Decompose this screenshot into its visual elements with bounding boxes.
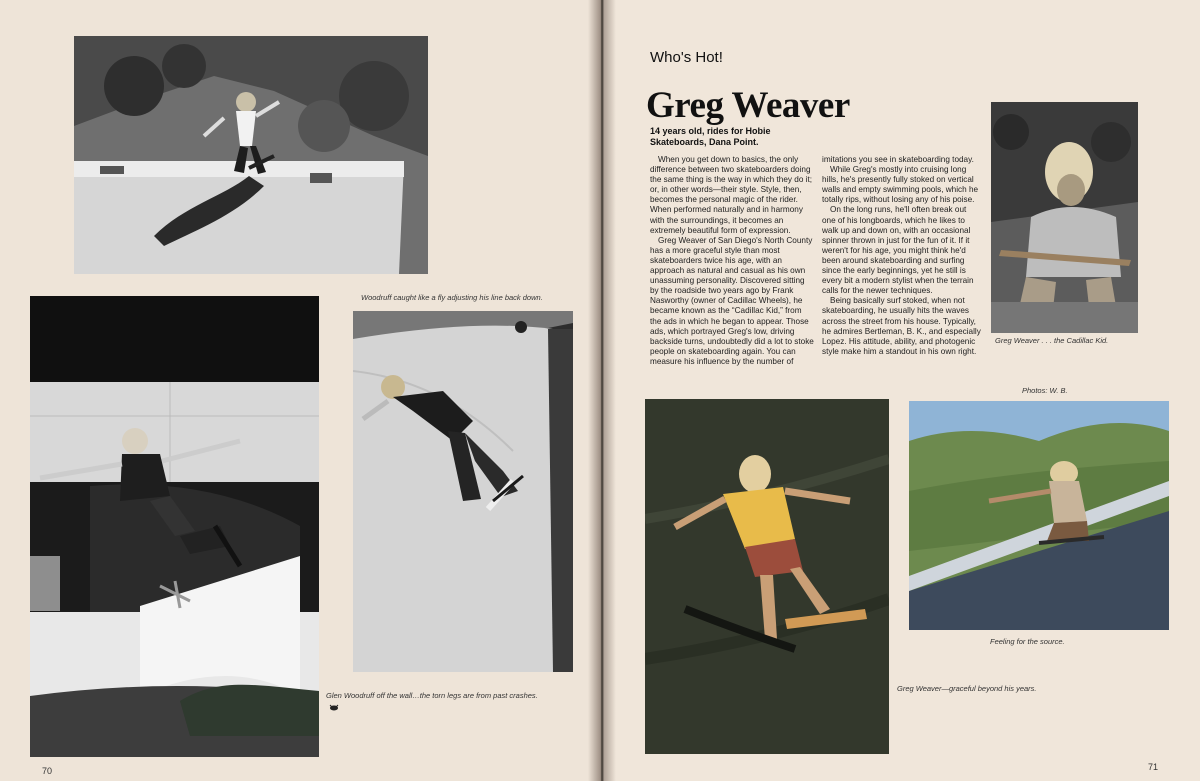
caption-woodruff-wall <box>326 690 546 712</box>
photo-yellow-shirt <box>645 399 889 754</box>
photo-wall-ride <box>30 296 319 757</box>
caption-yellow-shirt: Greg Weaver—graceful beyond his years. <box>897 684 1037 693</box>
photo-pool-carve <box>353 311 573 672</box>
section-kicker: Who's Hot! <box>650 49 723 66</box>
article-column-1 <box>650 155 815 367</box>
col2-paragraph: While Greg's mostly into cruising long hills, he's presently fully stoked on vertical walls and empty swimming pools, which he totally rips, without losing any of his poise. <box>822 165 979 205</box>
photo-portrait <box>991 102 1138 333</box>
caption-portrait: Greg Weaver . . . the Cadillac Kid. <box>995 336 1109 345</box>
photo-credit: Photos: W. B. <box>1022 386 1068 395</box>
page-gutter <box>588 0 616 781</box>
col2-paragraph: Being basically surf stoked, when not skateboarding, he usually hits the waves across the street from his house. Typically, he admires Bertleman, B. K., and especially Lopez. His attitude, ability, and photogenic style make him a standout in his own right. <box>822 296 981 356</box>
page-number-left: 70 <box>42 766 53 776</box>
col1-paragraph: When you get down to basics, the only difference between two skateboarders doing the same thing is the way in which they do it; or, in other words—their style. Style, then, becomes the personal magic of the rider. When performed naturally and in harmony with the surroundings, it becomes an extremely beautiful form of expression. <box>650 155 813 235</box>
article-column-2 <box>822 155 982 357</box>
col1-paragraph: Greg Weaver of San Diego's North County has a more graceful style than most skateboarders twice his age, with an approach as natural and casual as his own unassuming personality. Discovered sitting by the roadside two years ago by Frank Nasworthy (owner of Cadillac Wheels), he became known as the “Cadillac Kid,” from the ads in which he began to appear. Those ads, which portrayed Greg's low, driving backside turns, undoubtedly did a lot to stoke people on skateboarding again. You can measure his influence by the number of <box>650 235 814 366</box>
col2-paragraph: On the long runs, he'll often break out one of his longboards, which he likes to walk up and down on, with an occasional spinner thrown in just for the fun of it. If it weren't for his age, you might think he'd been around skateboarding and surfing since the early beginnings, yet he still is every bit a modern stylist when the terrain calls for the newer techniques. <box>822 205 974 296</box>
article-headline: Greg Weaver <box>646 85 850 126</box>
end-mark-icon <box>329 704 340 711</box>
photo-downhill-blur <box>909 401 1169 630</box>
caption-woodruff-wall-text: Glen Woodruff off the wall…the torn legs are from past crashes. <box>326 691 538 700</box>
col2-paragraph: imitations you see in skateboarding today. <box>822 155 974 164</box>
caption-woodruff-fly: Woodruff caught like a fly adjusting his line back down. <box>361 293 543 302</box>
article-subhead: 14 years old, rides for Hobie Skateboards, Dana Point. <box>650 126 771 147</box>
page-number-right: 71 <box>1148 762 1159 772</box>
caption-downhill: Feeling for the source. <box>990 637 1065 646</box>
photo-ramp-top <box>74 36 428 274</box>
